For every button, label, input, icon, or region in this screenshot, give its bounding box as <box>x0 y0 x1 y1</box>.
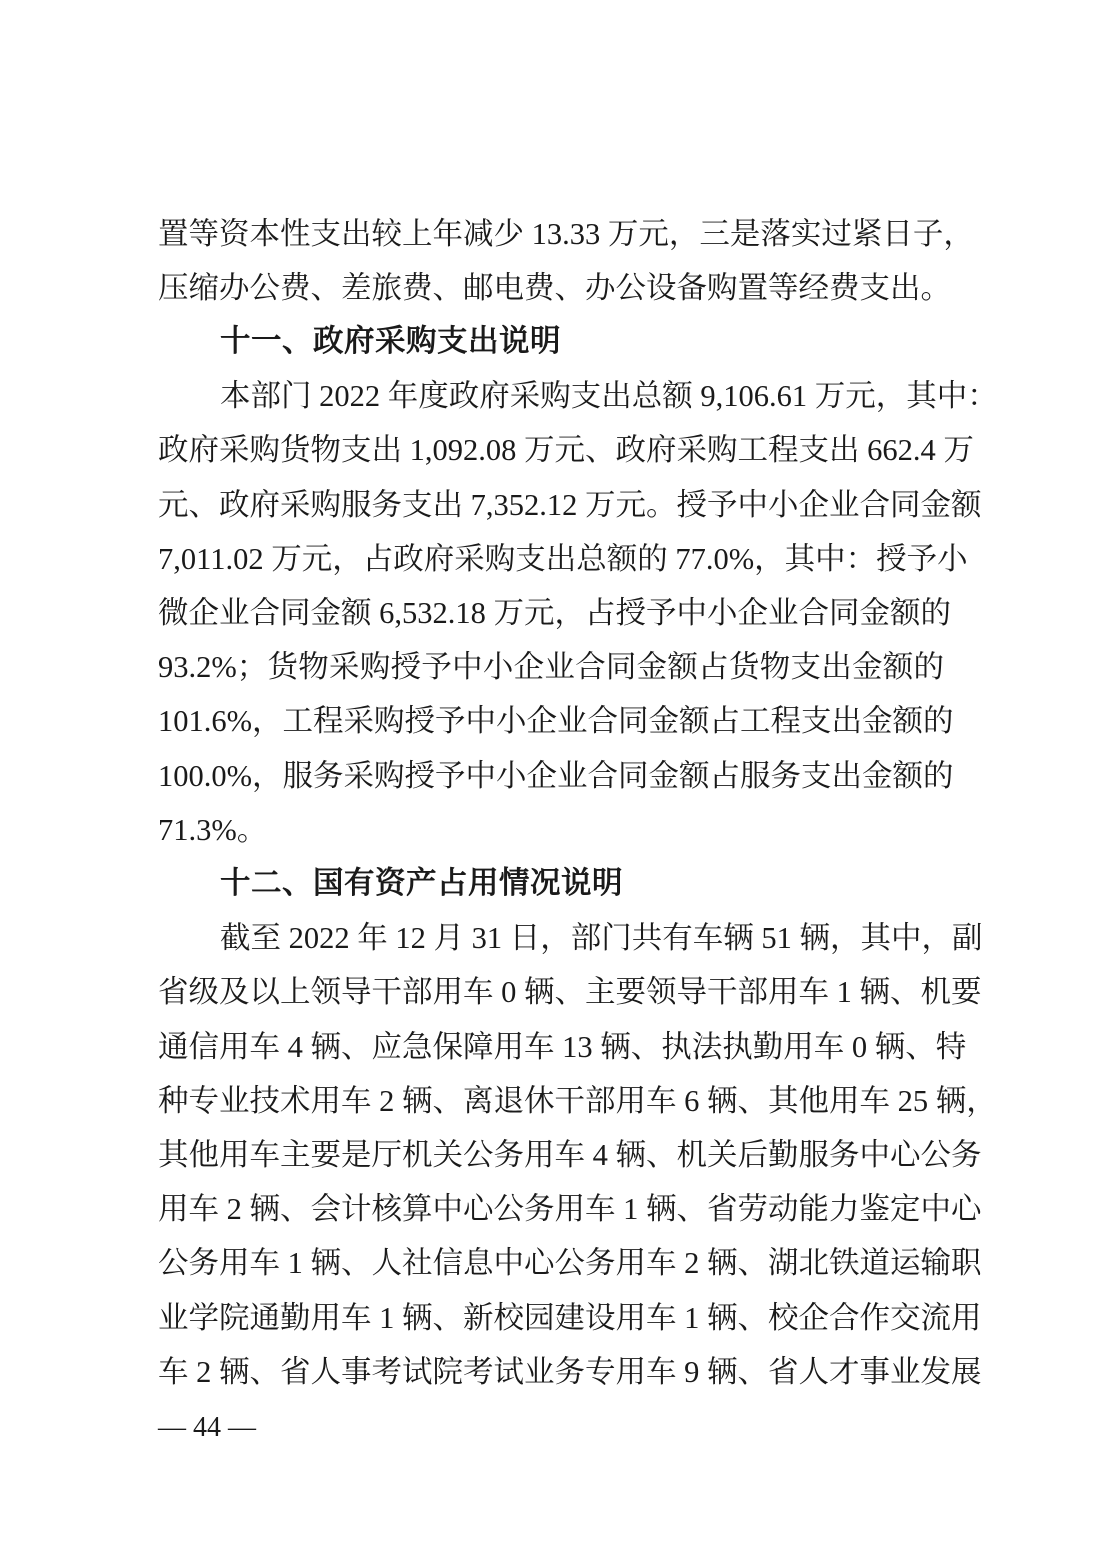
page-number: — 44 — <box>158 1412 256 1443</box>
paragraph-line: 车 2 辆、省人事考试院考试业务专用车 9 辆、省人才事业发展 <box>158 1355 982 1389</box>
paragraph-line: 政府采购货物支出 1,092.08 万元、政府采购工程支出 662.4 万 <box>158 433 974 467</box>
paragraph-line: 其他用车主要是厅机关公务用车 4 辆、机关后勤服务中心公务 <box>158 1138 982 1172</box>
paragraph-line: 93.2%；货物采购授予中小企业合同金额占货物支出金额的 <box>158 650 944 684</box>
paragraph-line: 微企业合同金额 6,532.18 万元，占授予中小企业合同金额的 <box>158 596 951 630</box>
paragraph-line: 71.3%。 <box>158 813 268 847</box>
paragraph-line: 101.6%，工程采购授予中小企业合同金额占工程支出金额的 <box>158 704 954 738</box>
paragraph-line: 种专业技术用车 2 辆、离退休干部用车 6 辆、其他用车 25 辆， <box>158 1084 997 1118</box>
paragraph-line: 7,011.02 万元，占政府采购支出总额的 77.0%，其中：授予小 <box>158 542 968 576</box>
paragraph-line: 压缩办公费、差旅费、邮电费、办公设备购置等经费支出。 <box>158 271 951 305</box>
paragraph-line: 截至 2022 年 12 月 31 日，部门共有车辆 51 辆，其中，副 <box>220 921 983 955</box>
paragraph-line: 100.0%，服务采购授予中小企业合同金额占服务支出金额的 <box>158 759 954 793</box>
paragraph-line: 省级及以上领导干部用车 0 辆、主要领导干部用车 1 辆、机要 <box>158 975 982 1009</box>
paragraph-line: 置等资本性支出较上年减少 13.33 万元，三是落实过紧日子， <box>158 217 974 251</box>
section-heading-government-procurement: 十一、政府采购支出说明 <box>220 324 561 359</box>
paragraph-line: 业学院通勤用车 1 辆、新校园建设用车 1 辆、校企合作交流用 <box>158 1301 982 1335</box>
section-heading-state-assets: 十二、国有资产占用情况说明 <box>220 866 623 901</box>
paragraph-line: 公务用车 1 辆、人社信息中心公务用车 2 辆、湖北铁道运输职 <box>158 1246 982 1280</box>
paragraph-line: 本部门 2022 年度政府采购支出总额 9,106.61 万元，其中： <box>220 379 998 413</box>
paragraph-line: 用车 2 辆、会计核算中心公务用车 1 辆、省劳动能力鉴定中心 <box>158 1192 982 1226</box>
paragraph-line: 元、政府采购服务支出 7,352.12 万元。授予中小企业合同金额 <box>158 488 982 522</box>
paragraph-line: 通信用车 4 辆、应急保障用车 13 辆、执法执勤用车 0 辆、特 <box>158 1030 967 1064</box>
